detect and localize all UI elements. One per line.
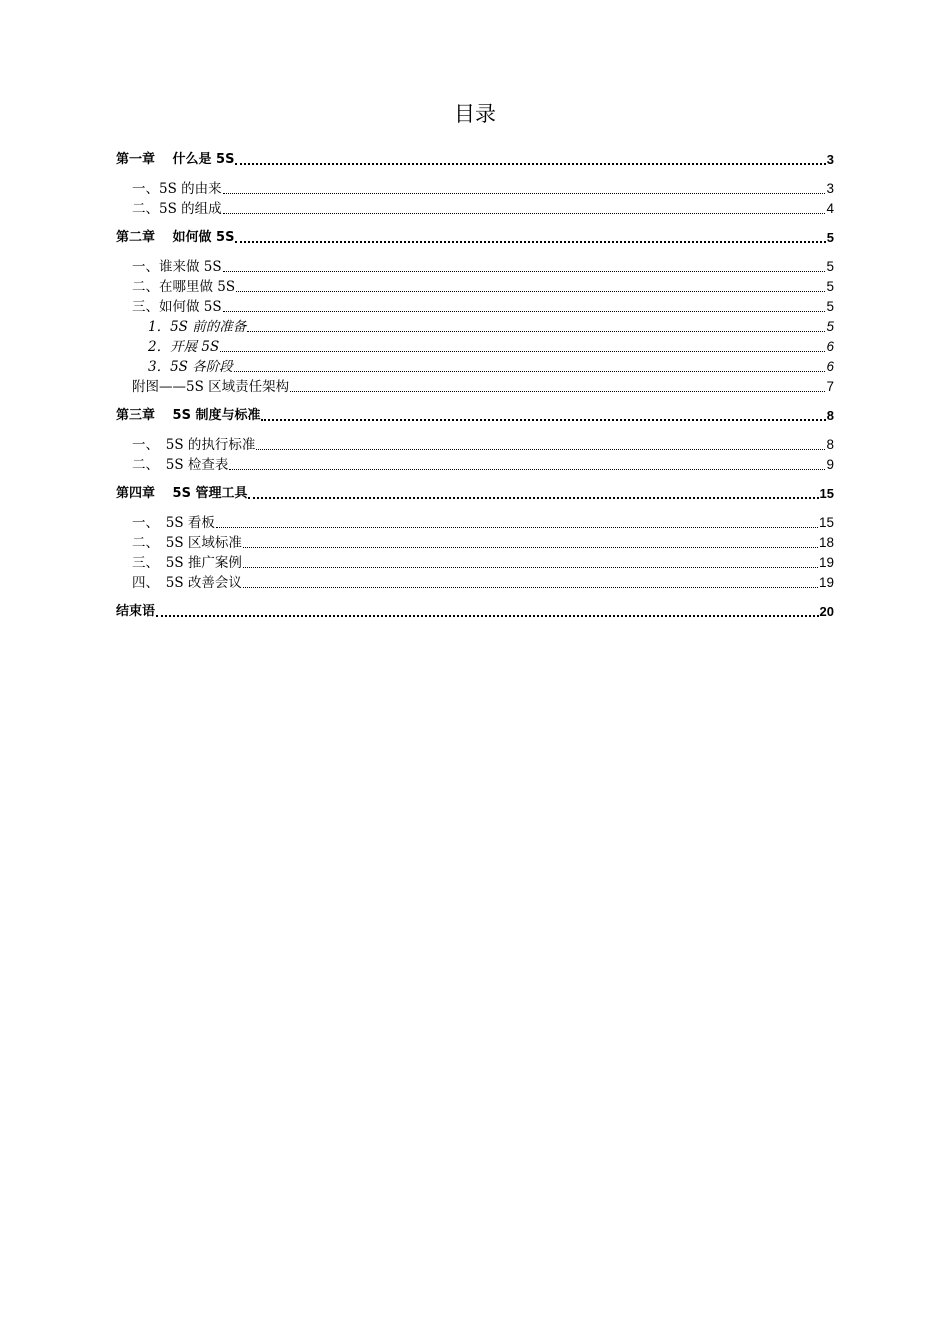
toc-entry-label: 第一章 什么是 5S: [116, 152, 235, 167]
toc-entry[interactable]: [116, 377, 834, 397]
toc-entry-label: 二、 5S 区域标准: [132, 535, 242, 551]
toc-page-number: 8: [826, 408, 834, 423]
toc-page-number: 7: [826, 379, 834, 394]
toc-entry-label: 一、 5S 看板: [132, 515, 215, 531]
toc-entry[interactable]: [116, 435, 834, 455]
toc-entry[interactable]: [116, 406, 834, 426]
dot-leader: [261, 419, 825, 421]
toc-entry[interactable]: [116, 257, 834, 277]
toc-page-number: 6: [826, 339, 834, 354]
dot-leader: [256, 449, 825, 450]
toc-page-number: 20: [819, 604, 834, 619]
toc-entry[interactable]: [116, 337, 834, 357]
toc-entry-label: 一、5S 的由来: [132, 181, 222, 197]
dot-leader: [243, 587, 818, 588]
toc-page-number: 15: [819, 486, 834, 501]
toc-entry[interactable]: [116, 602, 834, 622]
toc-title: 目录: [454, 102, 496, 126]
toc-entry-label: 附图——5S 区域责任架构: [132, 379, 290, 395]
toc-page-number: 8: [826, 437, 834, 452]
toc-entry-label: 三、 5S 推广案例: [132, 555, 242, 571]
dot-leader: [236, 291, 825, 292]
dot-leader: [290, 391, 825, 392]
toc-page-number: 19: [818, 555, 834, 570]
toc-entry-label: 二、 5S 检查表: [132, 457, 229, 473]
toc-entry[interactable]: [116, 484, 834, 504]
toc-page-number: 5: [826, 319, 834, 334]
toc-page-number: 15: [818, 515, 834, 530]
toc-page-number: 3: [826, 152, 834, 167]
toc-entry[interactable]: [116, 533, 834, 553]
toc-entry-label: 三、如何做 5S: [132, 299, 222, 315]
toc-entry[interactable]: [116, 179, 834, 199]
dot-leader: [216, 527, 818, 528]
dot-leader: [235, 241, 825, 243]
toc-entry-label: 一、 5S 的执行标准: [132, 437, 256, 453]
toc-entry[interactable]: [116, 553, 834, 573]
toc-page-number: 3: [826, 181, 834, 196]
toc-entry[interactable]: [116, 228, 834, 248]
toc-page-number: 18: [818, 535, 834, 550]
dot-leader: [243, 567, 818, 568]
toc-entry-label: 1．5S 前的准备: [148, 319, 247, 335]
dot-leader: [223, 311, 826, 312]
toc-entry-label: 第二章 如何做 5S: [116, 230, 235, 245]
toc-entry-label: 一、谁来做 5S: [132, 259, 222, 275]
dot-leader: [156, 615, 819, 617]
toc-entry[interactable]: [116, 317, 834, 337]
dot-leader: [247, 331, 825, 332]
dot-leader: [235, 163, 825, 165]
dot-leader: [229, 469, 825, 470]
toc-entry[interactable]: [116, 297, 834, 317]
toc-entry-label: 二、5S 的组成: [132, 201, 222, 217]
toc-entry-label: 3．5S 各阶段: [148, 359, 233, 375]
toc-page-number: 5: [826, 299, 834, 314]
toc-page-number: 5: [826, 259, 834, 274]
toc-entry[interactable]: [116, 455, 834, 475]
toc-page-number: 5: [826, 279, 834, 294]
toc-page-number: 5: [826, 230, 834, 245]
dot-leader: [220, 351, 825, 352]
dot-leader: [223, 271, 826, 272]
dot-leader: [223, 193, 826, 194]
toc-entry-label: 2．开展 5S: [148, 339, 220, 355]
toc-entry-label: 二、在哪里做 5S: [132, 279, 236, 295]
toc-entry[interactable]: [116, 277, 834, 297]
toc-page-number: 4: [826, 201, 834, 216]
dot-leader: [243, 547, 818, 548]
toc-entry-label: 四、 5S 改善会议: [132, 575, 242, 591]
dot-leader: [234, 371, 826, 372]
table-of-contents: [116, 150, 834, 622]
dot-leader: [248, 497, 818, 499]
toc-entry[interactable]: [116, 150, 834, 170]
toc-entry-label: 第三章 5S 制度与标准: [116, 408, 261, 423]
toc-page-number: 6: [826, 359, 834, 374]
toc-page-number: 19: [818, 575, 834, 590]
dot-leader: [223, 213, 826, 214]
toc-entry[interactable]: [116, 513, 834, 533]
toc-entry-label: 第四章 5S 管理工具: [116, 486, 248, 501]
toc-entry-label: 结束语: [116, 604, 156, 619]
toc-entry[interactable]: [116, 199, 834, 219]
toc-entry[interactable]: [116, 357, 834, 377]
toc-page-number: 9: [826, 457, 834, 472]
toc-entry[interactable]: [116, 573, 834, 593]
